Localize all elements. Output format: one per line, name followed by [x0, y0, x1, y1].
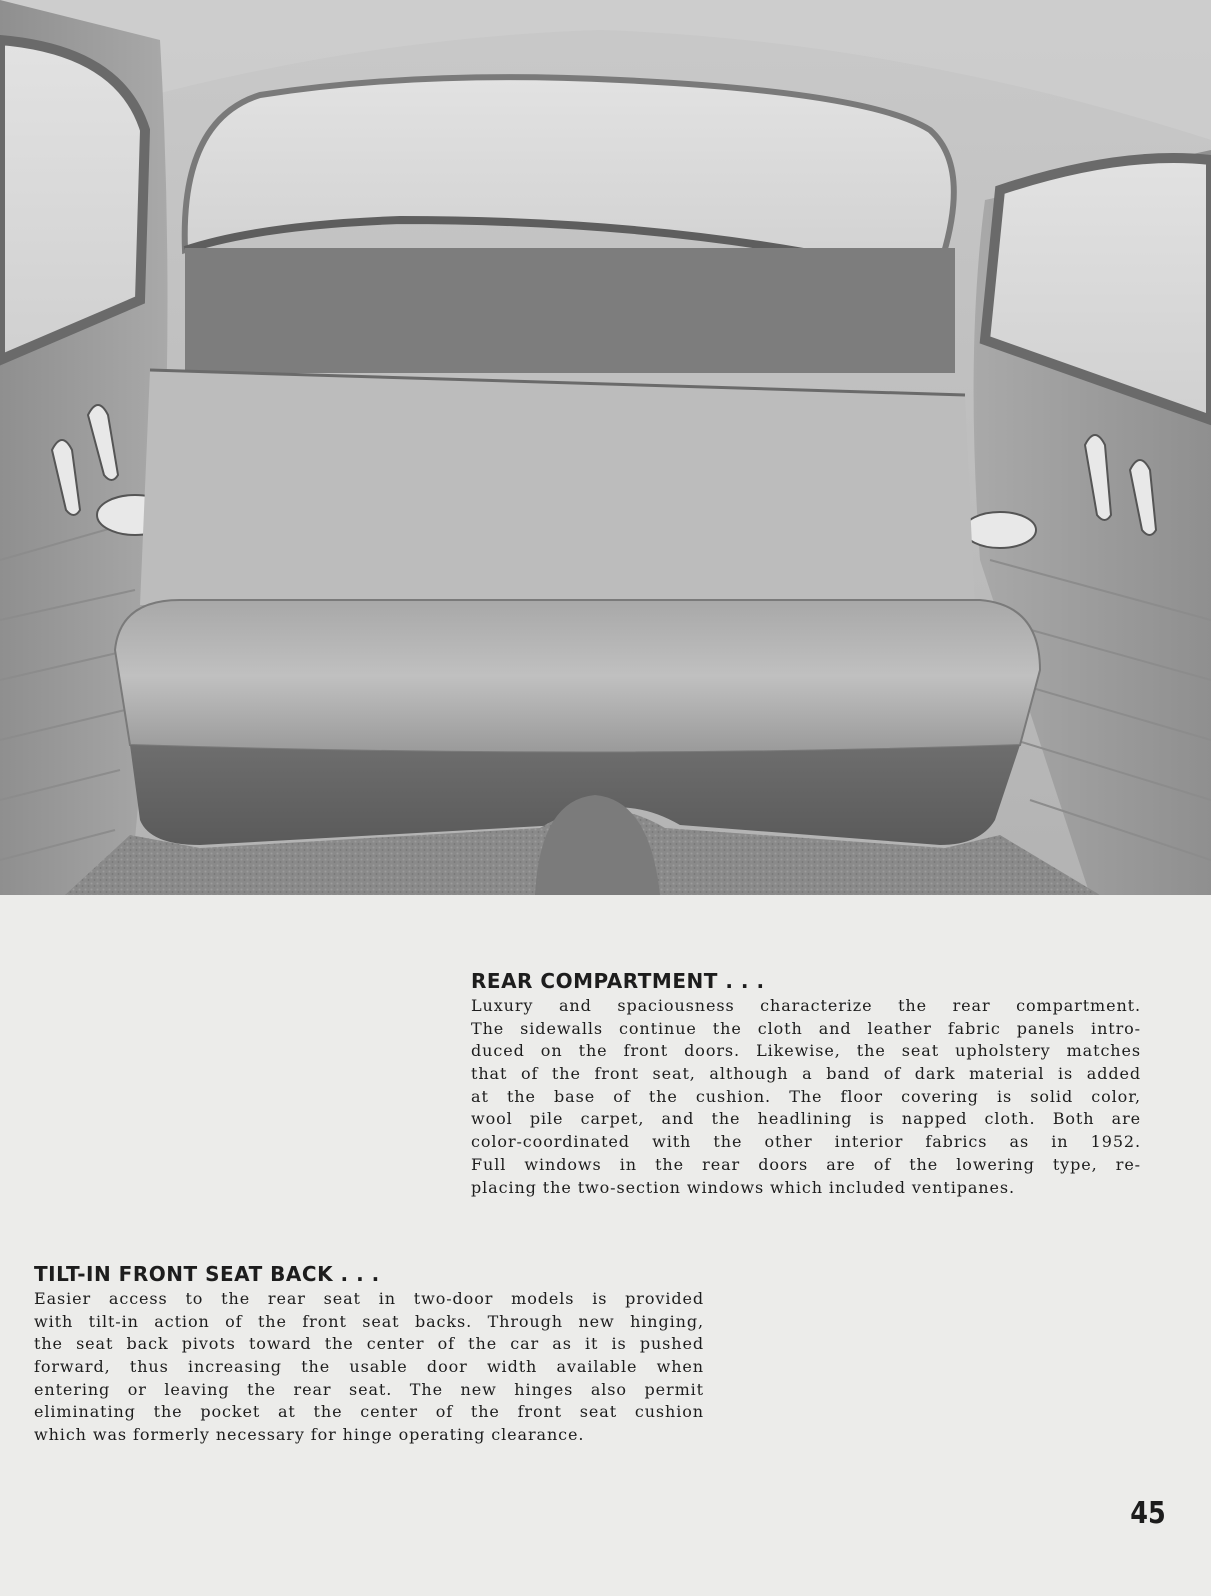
- text-line: forward, thus increasing the usable door width available when: [34, 1357, 704, 1377]
- text-line: eliminating the pocket at the center of the front seat cushion: [34, 1402, 704, 1422]
- tilt-in-text: [34, 1288, 704, 1447]
- rear-compartment-text: [471, 995, 1141, 1199]
- text-line: wool pile carpet, and the headlining is napped cloth. Both are: [471, 1109, 1141, 1129]
- text-line: placing the two-section windows which included ventipanes.: [471, 1177, 1015, 1197]
- text-line: Full windows in the rear doors are of the lowering type, re-: [471, 1154, 1141, 1174]
- rear-compartment-heading: REAR COMPARTMENT . . .: [471, 969, 765, 993]
- text-line: entering or leaving the rear seat. The new hinges also permit: [34, 1379, 704, 1399]
- page-number: 45: [1130, 1496, 1166, 1531]
- tilt-in-heading: TILT-IN FRONT SEAT BACK . . .: [34, 1262, 380, 1286]
- text-line: duced on the front doors. Likewise, the seat upholstery matches: [471, 1041, 1141, 1061]
- text-line: at the base of the cushion. The floor covering is solid color,: [471, 1086, 1141, 1106]
- tilt-in-front-seat-back-section: [34, 1262, 704, 1447]
- text-line: the seat back pivots toward the center of the car as it is pushed: [34, 1334, 704, 1354]
- text-line: with tilt-in action of the front seat backs. Through new hinging,: [34, 1311, 704, 1331]
- text-line: that of the front seat, although a band of dark material is added: [471, 1064, 1141, 1084]
- rear-compartment-section: [471, 969, 1141, 1199]
- text-line: The sidewalls continue the cloth and leather fabric panels intro-: [471, 1018, 1141, 1038]
- text-line: color-coordinated with the other interior fabrics as in 1952.: [471, 1132, 1141, 1152]
- text-line: which was formerly necessary for hinge operating clearance.: [34, 1425, 585, 1445]
- text-line: Easier access to the rear seat in two-door models is provided: [34, 1289, 704, 1308]
- text-line: Luxury and spaciousness characterize the rear compartment.: [471, 996, 1141, 1015]
